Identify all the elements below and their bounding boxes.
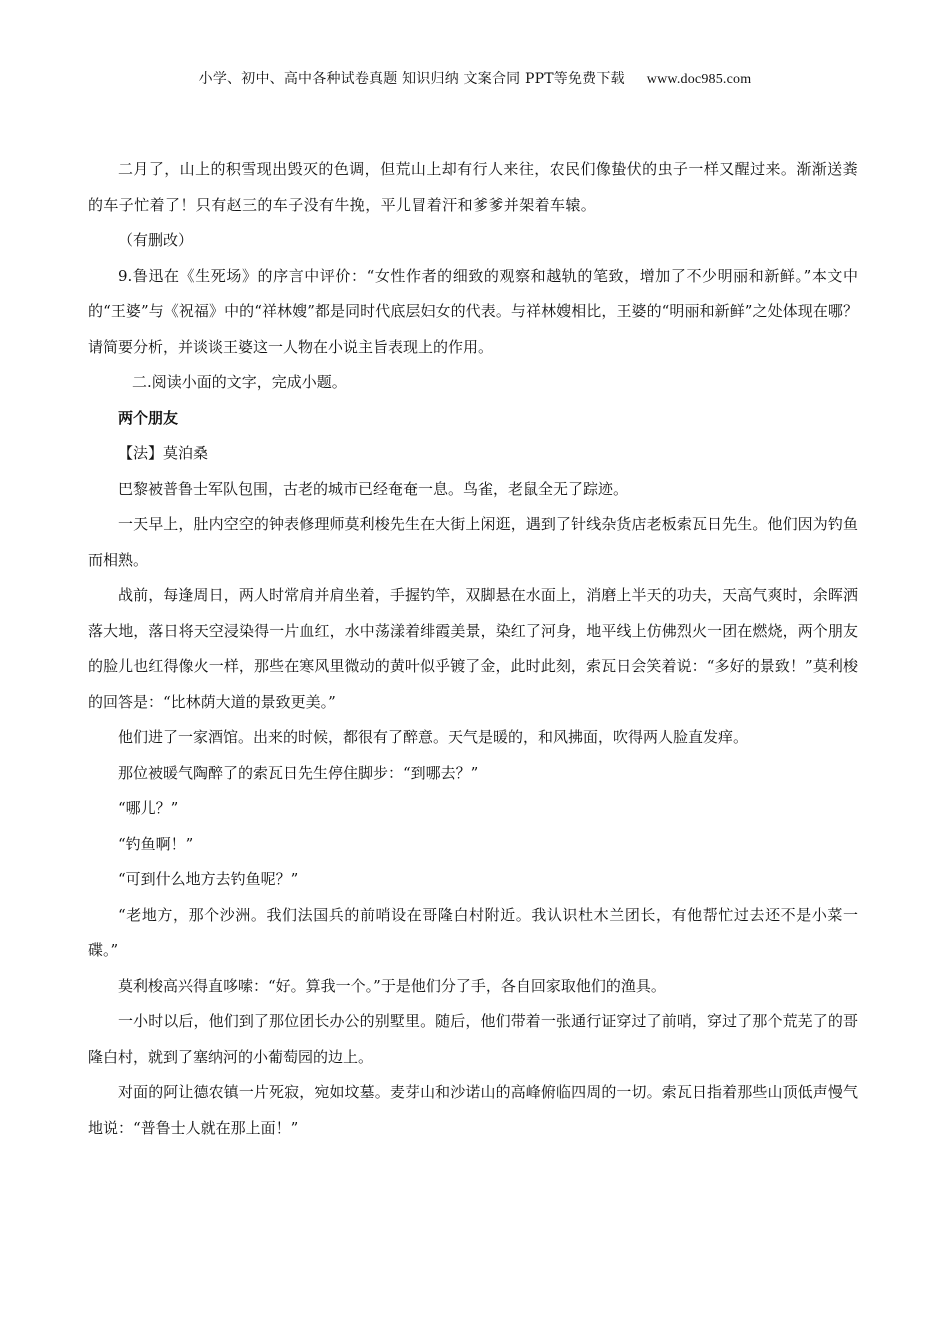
story-paragraph: 他们进了一家酒馆。出来的时候，都很有了醉意。天气是暖的，和风拂面，吹得两人脸直发痒。 — [118, 728, 749, 746]
story-paragraph: “老地方，那个沙洲。我们法国兵的前哨设在哥隆白村附近。我认识杜木兰团长，有他帮忙过去还不是小菜一碟。” — [88, 905, 858, 959]
story-paragraph: 战前，每逢周日，两人时常肩并肩坐着，手握钓竿，双脚悬在水面上，消磨上半天的功夫，天高气爽时，余晖洒落大地，落日将天空浸染得一片血红，水中荡漾着绯霞美景，染红了河身，地平线上仿佛烈火一团在燃烧，两个朋友的脸儿也红得像火一样，那些在寒风里微动的黄叶似乎镀了金，此时此刻，索瓦日会笑着说：“多好的景致！”莫利梭的回答是：“比林荫大道的景致更美。” — [88, 586, 858, 711]
page-header — [0, 68, 950, 88]
story-paragraph: 一小时以后，他们到了那位团长办公的别墅里。随后，他们带着一张通行证穿过了前哨，穿过了那个荒芜了的哥隆白村，就到了塞纳河的小葡萄园的边上。 — [88, 1012, 858, 1066]
story-paragraph: 那位被暖气陶醉了的索瓦日先生停住脚步：“到哪去？” — [118, 763, 479, 782]
story-paragraph: 巴黎被普鲁士军队包围，古老的城市已经奄奄一息。鸟雀，老鼠全无了踪迹。 — [118, 479, 629, 498]
section-2-heading: 二.阅读小面的文字，完成小题。 — [132, 373, 347, 391]
story-paragraph: “钓鱼啊！” — [118, 834, 194, 853]
story-paragraph: “哪儿？” — [118, 799, 179, 817]
story-author: 【法】莫泊桑 — [118, 444, 209, 462]
passage1-paragraph: 二月了，山上的积雪现出毁灭的色调，但荒山上却有行人来往，农民们像蛰伏的虫子一样又醒过来。渐渐送粪的车子忙着了！只有赵三的车子没有牛挽，平儿冒着汗和爹爹并架着车辕。 — [88, 160, 858, 214]
story-paragraph: 莫利梭高兴得直哆嗦：“好。算我一个。”于是他们分了手，各自回家取他们的渔具。 — [118, 976, 666, 995]
header-url[interactable]: www.doc985.com — [646, 72, 752, 87]
story-title: 两个朋友 — [118, 408, 179, 427]
question-9: 9.鲁迅在《生死场》的序言中评价：“女性作者的细致的观察和越轨的笔致，增加了不少明丽和新鲜。”本文中的“王婆”与《祝福》中的“祥林嫂”都是同时代底层妇女的代表。与祥林嫂相比，王婆的“明丽和新鲜”之处体现在哪？请简要分析，并谈谈王婆这一人物在小说主旨表现上的作用。 — [88, 266, 858, 356]
story-paragraph: 一天早上，肚内空空的钟表修理师莫利梭先生在大街上闲逛，遇到了针线杂货店老板索瓦日先生。他们因为钓鱼而相熟。 — [88, 515, 858, 569]
header-text: 小学、初中、高中各种试卷真题 知识归纳 文案合同 PPT等免费下载 — [198, 71, 625, 87]
story-paragraph: 对面的阿让德农镇一片死寂，宛如坟墓。麦芽山和沙诺山的高峰俯临四周的一切。索瓦日指着那些山顶低声慢气地说：“普鲁士人就在那上面！” — [88, 1083, 858, 1137]
document-body — [88, 152, 858, 1146]
story-paragraph: “可到什么地方去钓鱼呢？” — [118, 870, 299, 888]
revision-note: （有删改） — [118, 231, 194, 249]
